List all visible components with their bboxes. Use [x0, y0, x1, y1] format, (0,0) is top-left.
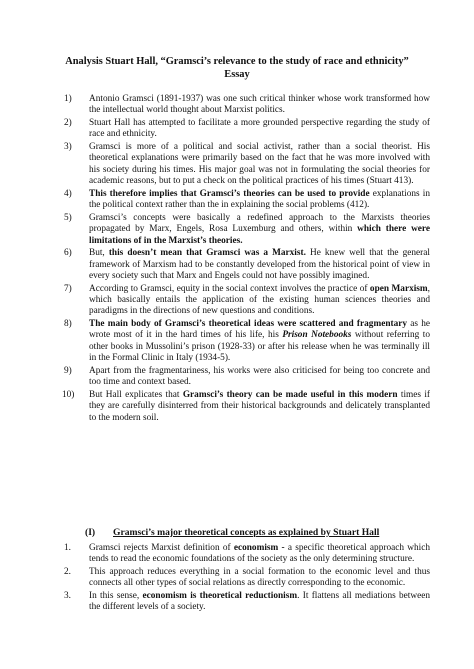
section-points-list — [64, 543, 430, 615]
item-number: 3) — [64, 142, 72, 152]
item-text: Apart from the fragmentariness, his works were also criticised for being too concrete and too time and context based. — [89, 365, 430, 388]
item-text: Gramsci’s concepts were basically a redefined approach to the Marxists theories propagated by Marx, Engels, Rosa Luxemburg and others, within — [89, 212, 430, 235]
item-text: explanations in the political context rather than the in explaining the social problems (412). — [89, 188, 431, 211]
item-text: Gramsci is more of a political and social activist, rather than a social theorist. His theoretical explanations were primarily based on the fact that he was more involved with his society during his times. His major goal was not in formulating the social theories for academic reasons, but to put a check on the political practices of his times (Stuart 413). — [89, 142, 430, 187]
essay-title: Analysis Stuart Hall, “Gramsci’s relevance to the study of race and ethnicity” Essay — [65, 56, 409, 80]
item-text: According to Gramsci, equity in the social context involves the practice of — [89, 283, 368, 294]
list-item — [64, 94, 430, 117]
item-text: times if they are carefully disinterred from their historical backgrounds and delicately transplanted to the modern soil. — [89, 389, 430, 423]
list-item — [64, 142, 430, 188]
item-text: Antonio Gramsci (1891-1937) was one such critical thinker whose work transformed how the intellectual world thought about Marxist politics. — [89, 94, 430, 116]
list-item — [64, 189, 430, 212]
item-bold-text: economism - — [233, 543, 285, 553]
item-number: 6) — [64, 248, 72, 259]
list-item — [64, 366, 430, 389]
list-item — [64, 390, 430, 424]
item-number: 2. — [64, 567, 71, 577]
item-bold-text: This therefore implies that Gramsci’s theories can be used to provide — [89, 188, 370, 199]
item-number: 7) — [64, 283, 72, 294]
item-bold-text: The main body of Gramsci’s theoretical ideas were scattered and fragmentary — [89, 319, 408, 330]
item-text: This approach reduces everything in a social formation to the economic level and thus connects all other types of social relations as directly corresponding to the economic. — [89, 567, 430, 589]
item-text-tail: , which basically entails the application of the existing human sciences theories and paradigms in the directions of new questions and conditions. — [89, 283, 430, 317]
item-text-pre: Gramsci rejects Marxist definition of — [89, 543, 234, 553]
item-bold-italic-text: Prison Notebooks — [282, 330, 352, 341]
item-bold-text: this doesn’t mean that Gramsci was a Marxist. — [108, 248, 306, 259]
item-number: 8) — [64, 319, 72, 330]
item-text: . It flattens all mediations between the different levels of a society. — [89, 591, 430, 613]
item-bold-text: open Marxism — [369, 283, 428, 294]
list-item — [64, 284, 430, 318]
item-number: 1) — [64, 94, 72, 104]
list-item — [64, 591, 430, 614]
item-text: Stuart Hall has attempted to facilitate a more grounded perspective regarding the study of race and ethnicity. — [89, 118, 430, 140]
list-item — [64, 543, 430, 566]
item-text: a specific theoretical approach which tends to read the economic foundations of the society as the only determining structure. — [89, 543, 430, 565]
item-number: 1. — [64, 543, 71, 553]
item-text-pre: In this sense, — [89, 591, 143, 601]
points-list — [64, 94, 430, 425]
item-number: 9) — [64, 365, 72, 376]
item-text: He knew well that the general framework of Marxism had to be constantly developed from the historical point of view in every society such that Marx and Engels could not have possibly imagined. — [89, 248, 430, 282]
item-number: 5) — [64, 212, 72, 223]
item-text-tail: without referring to other books in Mussolini’s prison (1928-33) or after his release when he was terminally ill in the Formal Clinic in Italy (1934-5). — [89, 330, 430, 364]
item-number: 4) — [64, 188, 72, 199]
item-bold-text: economism is theoretical reductionism — [142, 591, 298, 601]
item-number: 2) — [64, 118, 72, 128]
section-heading — [85, 527, 425, 538]
list-item — [64, 118, 430, 141]
list-item — [64, 248, 430, 282]
list-item — [64, 567, 430, 590]
item-text: as he wrote most of it in the hard times of his life, his — [89, 319, 430, 341]
section-numeral: (I) — [85, 527, 96, 538]
item-number: 3. — [64, 591, 71, 601]
item-text-pre: But Hall explicates that — [89, 389, 183, 400]
item-text-pre: But, — [89, 248, 109, 259]
list-item — [64, 319, 430, 365]
item-bold-text: which there were limitations of in the Marxist’s theories. — [89, 224, 430, 246]
item-bold-text: Gramsci’s theory can be made useful in this modern — [182, 389, 398, 400]
section-heading-text: Gramsci’s major theoretical concepts as explained by Stuart Hall — [113, 527, 380, 538]
item-number: 10) — [62, 389, 75, 400]
list-item — [64, 213, 430, 247]
